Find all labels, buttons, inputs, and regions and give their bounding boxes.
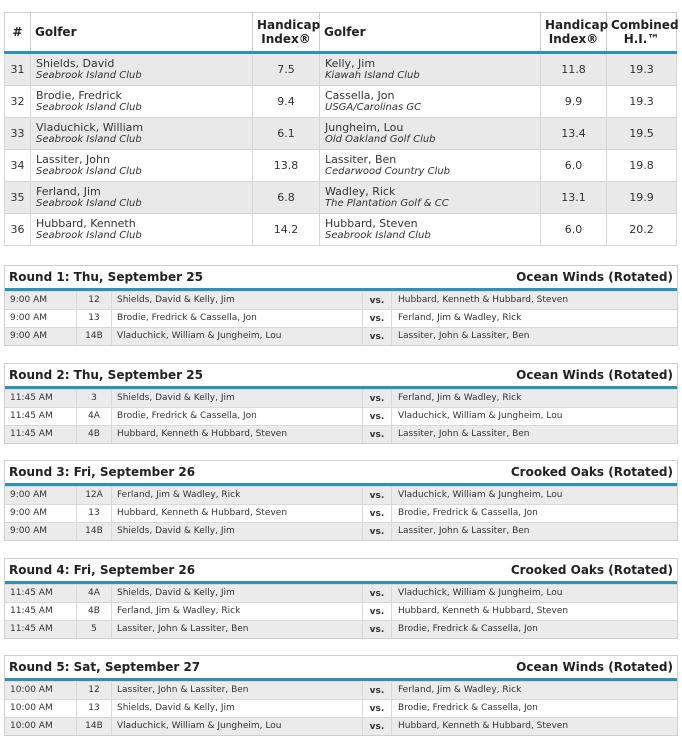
handicap-index: 6.0 — [541, 150, 607, 182]
team-2: Hubbard, Kenneth & Hubbard, Steven — [391, 718, 677, 735]
versus-label: vs. — [369, 411, 385, 422]
starting-hole: 13 — [77, 700, 112, 717]
match-row — [5, 309, 677, 327]
golfer-2-cell — [320, 182, 541, 214]
starting-hole: 4B — [77, 426, 112, 443]
team-1: Shields, David & Kelly, Jim — [112, 390, 363, 407]
team-number: 34 — [5, 150, 31, 182]
golfer-name: Hubbard, Steven — [325, 217, 418, 230]
team-2: Ferland, Jim & Wadley, Rick — [391, 310, 677, 327]
round-header — [5, 364, 677, 389]
versus-label: vs. — [369, 685, 385, 696]
golfer-1-cell — [31, 118, 253, 150]
team-row — [5, 86, 677, 118]
handicap-index: 6.0 — [541, 214, 607, 246]
tee-time: 10:00 AM — [5, 700, 77, 717]
team-1: Shields, David & Kelly, Jim — [112, 523, 363, 540]
versus-label: vs. — [369, 721, 385, 732]
team-2: Vladuchick, William & Jungheim, Lou — [391, 408, 677, 425]
team-2: Brodie, Fredrick & Cassella, Jon — [391, 621, 677, 638]
round-course: Crooked Oaks (Rotated) — [510, 465, 673, 479]
handicap-index: 13.4 — [541, 118, 607, 150]
golfer-name: Lassiter, Ben — [325, 153, 397, 166]
versus-label: vs. — [369, 606, 385, 617]
team-number: 31 — [5, 53, 31, 86]
handicap-index: 13.1 — [541, 182, 607, 214]
team-row — [5, 150, 677, 182]
starting-hole: 5 — [77, 621, 112, 638]
round-header — [5, 461, 677, 486]
round-section — [4, 363, 678, 444]
pairings-table — [4, 12, 677, 246]
combined-handicap: 20.2 — [607, 214, 677, 246]
tee-time: 9:00 AM — [5, 292, 77, 309]
header-handicap-1: Handicap Index® — [253, 13, 320, 53]
match-row — [5, 407, 677, 425]
team-row — [5, 53, 677, 86]
golfer-2-cell — [320, 118, 541, 150]
handicap-index: 6.1 — [253, 118, 320, 150]
team-2: Brodie, Fredrick & Cassella, Jon — [391, 505, 677, 522]
team-number: 36 — [5, 214, 31, 246]
combined-handicap: 19.9 — [607, 182, 677, 214]
versus-label: vs. — [369, 331, 385, 342]
golfer-name: Vladuchick, William — [36, 121, 144, 134]
golfer-name: Ferland, Jim — [36, 185, 101, 198]
tee-time: 11:45 AM — [5, 603, 77, 620]
team-row — [5, 182, 677, 214]
match-row — [5, 699, 677, 717]
starting-hole: 14B — [77, 523, 112, 540]
golfer-club: Seabrook Island Club — [36, 198, 142, 209]
tee-time: 11:45 AM — [5, 408, 77, 425]
team-1: Hubbard, Kenneth & Hubbard, Steven — [112, 426, 363, 443]
golfer-club: Seabrook Island Club — [36, 70, 142, 81]
handicap-index: 14.2 — [253, 214, 320, 246]
starting-hole: 13 — [77, 505, 112, 522]
starting-hole: 4B — [77, 603, 112, 620]
round-course: Ocean Winds (Rotated) — [516, 660, 673, 674]
versus-label: vs. — [369, 588, 385, 599]
tee-time: 10:00 AM — [5, 718, 77, 735]
golfer-name: Hubbard, Kenneth — [36, 217, 136, 230]
tee-time: 9:00 AM — [5, 523, 77, 540]
tee-time: 11:45 AM — [5, 621, 77, 638]
match-row — [5, 486, 677, 504]
versus-label: vs. — [369, 429, 385, 440]
tee-time: 9:00 AM — [5, 328, 77, 345]
starting-hole: 4A — [77, 585, 112, 602]
team-2: Lassiter, John & Lassiter, Ben — [391, 523, 677, 540]
team-1: Shields, David & Kelly, Jim — [112, 585, 363, 602]
versus-label: vs. — [369, 490, 385, 501]
golfer-1-cell — [31, 150, 253, 182]
match-row — [5, 717, 677, 735]
starting-hole: 3 — [77, 390, 112, 407]
team-1: Lassiter, John & Lassiter, Ben — [112, 621, 363, 638]
golfer-2-cell — [320, 53, 541, 86]
header-number: # — [5, 13, 31, 53]
team-2: Vladuchick, William & Jungheim, Lou — [391, 487, 677, 504]
golfer-club: Cedarwood Country Club — [325, 166, 451, 177]
golfer-1-cell — [31, 86, 253, 118]
starting-hole: 12 — [77, 682, 112, 699]
handicap-index: 9.4 — [253, 86, 320, 118]
versus-label: vs. — [369, 393, 385, 404]
team-1: Brodie, Fredrick & Cassella, Jon — [112, 310, 363, 327]
team-1: Shields, David & Kelly, Jim — [112, 700, 363, 717]
golfer-club: Seabrook Island Club — [36, 166, 142, 177]
match-row — [5, 389, 677, 407]
round-section — [4, 558, 678, 639]
versus-label: vs. — [369, 624, 385, 635]
team-1: Ferland, Jim & Wadley, Rick — [112, 603, 363, 620]
match-row — [5, 504, 677, 522]
tee-time: 9:00 AM — [5, 505, 77, 522]
handicap-index: 7.5 — [253, 53, 320, 86]
golfer-club: Seabrook Island Club — [325, 230, 431, 241]
combined-handicap: 19.3 — [607, 86, 677, 118]
round-header — [5, 266, 677, 291]
tee-time: 9:00 AM — [5, 487, 77, 504]
golfer-1-cell — [31, 182, 253, 214]
team-2: Brodie, Fredrick & Cassella, Jon — [391, 700, 677, 717]
combined-handicap: 19.8 — [607, 150, 677, 182]
versus-label: vs. — [369, 526, 385, 537]
golfer-club: Seabrook Island Club — [36, 230, 142, 241]
round-course: Crooked Oaks (Rotated) — [510, 563, 673, 577]
starting-hole: 4A — [77, 408, 112, 425]
combined-handicap: 19.5 — [607, 118, 677, 150]
round-title: Round 2: Thu, September 25 — [9, 368, 203, 382]
team-2: Ferland, Jim & Wadley, Rick — [391, 390, 677, 407]
round-header — [5, 559, 677, 584]
team-2: Ferland, Jim & Wadley, Rick — [391, 682, 677, 699]
round-title: Round 1: Thu, September 25 — [9, 270, 203, 284]
team-1: Shields, David & Kelly, Jim — [112, 292, 363, 309]
round-course: Ocean Winds (Rotated) — [516, 270, 673, 284]
match-row — [5, 620, 677, 638]
match-row — [5, 681, 677, 699]
golfer-2-cell — [320, 150, 541, 182]
round-course: Ocean Winds (Rotated) — [516, 368, 673, 382]
handicap-index: 9.9 — [541, 86, 607, 118]
tee-time: 11:45 AM — [5, 585, 77, 602]
header-golfer-1: Golfer — [31, 13, 253, 53]
team-2: Lassiter, John & Lassiter, Ben — [391, 328, 677, 345]
round-title: Round 4: Fri, September 26 — [9, 563, 196, 577]
versus-label: vs. — [369, 313, 385, 324]
starting-hole: 12 — [77, 292, 112, 309]
golfer-club: The Plantation Golf & CC — [325, 198, 449, 209]
match-row — [5, 425, 677, 443]
golfer-2-cell — [320, 86, 541, 118]
tee-time: 10:00 AM — [5, 682, 77, 699]
golfer-club: Kiawah Island Club — [325, 70, 420, 81]
starting-hole: 13 — [77, 310, 112, 327]
golfer-1-cell — [31, 53, 253, 86]
pairings-header-row — [5, 13, 677, 53]
golfer-club: Seabrook Island Club — [36, 102, 142, 113]
handicap-index: 6.8 — [253, 182, 320, 214]
versus-label: vs. — [369, 295, 385, 306]
starting-hole: 14B — [77, 718, 112, 735]
round-title: Round 5: Sat, September 27 — [9, 660, 201, 674]
team-1: Brodie, Fredrick & Cassella, Jon — [112, 408, 363, 425]
round-section — [4, 655, 678, 736]
golfer-club: Old Oakland Golf Club — [325, 134, 436, 145]
combined-handicap: 19.3 — [607, 53, 677, 86]
team-number: 35 — [5, 182, 31, 214]
team-2: Hubbard, Kenneth & Hubbard, Steven — [391, 603, 677, 620]
team-number: 33 — [5, 118, 31, 150]
golfer-name: Shields, David — [36, 57, 115, 70]
team-1: Vladuchick, William & Jungheim, Lou — [112, 718, 363, 735]
tee-time: 9:00 AM — [5, 310, 77, 327]
round-header — [5, 656, 677, 681]
team-1: Ferland, Jim & Wadley, Rick — [112, 487, 363, 504]
golfer-name: Wadley, Rick — [325, 185, 396, 198]
match-row — [5, 602, 677, 620]
golfer-2-cell — [320, 214, 541, 246]
golfer-club: Seabrook Island Club — [36, 134, 142, 145]
golfer-name: Lassiter, John — [36, 153, 110, 166]
handicap-index: 13.8 — [253, 150, 320, 182]
match-row — [5, 291, 677, 309]
team-1: Hubbard, Kenneth & Hubbard, Steven — [112, 505, 363, 522]
golfer-name: Cassella, Jon — [325, 89, 395, 102]
team-number: 32 — [5, 86, 31, 118]
starting-hole: 12A — [77, 487, 112, 504]
tee-time: 11:45 AM — [5, 390, 77, 407]
team-1: Lassiter, John & Lassiter, Ben — [112, 682, 363, 699]
round-section — [4, 265, 678, 346]
golfer-club: USGA/Carolinas GC — [325, 102, 422, 113]
starting-hole: 14B — [77, 328, 112, 345]
match-row — [5, 584, 677, 602]
team-1: Vladuchick, William & Jungheim, Lou — [112, 328, 363, 345]
handicap-index: 11.8 — [541, 53, 607, 86]
golfer-name: Brodie, Fredrick — [36, 89, 122, 102]
team-2: Hubbard, Kenneth & Hubbard, Steven — [391, 292, 677, 309]
team-2: Vladuchick, William & Jungheim, Lou — [391, 585, 677, 602]
versus-label: vs. — [369, 508, 385, 519]
golfer-name: Kelly, Jim — [325, 57, 376, 70]
versus-label: vs. — [369, 703, 385, 714]
team-row — [5, 214, 677, 246]
team-2: Lassiter, John & Lassiter, Ben — [391, 426, 677, 443]
match-row — [5, 327, 677, 345]
tee-time: 11:45 AM — [5, 426, 77, 443]
header-handicap-2: Handicap Index® — [541, 13, 607, 53]
round-title: Round 3: Fri, September 26 — [9, 465, 196, 479]
header-golfer-2: Golfer — [320, 13, 541, 53]
team-row — [5, 118, 677, 150]
match-row — [5, 522, 677, 540]
round-section — [4, 460, 678, 541]
golfer-1-cell — [31, 214, 253, 246]
header-combined: Combined H.I.™ — [607, 13, 677, 53]
golfer-name: Jungheim, Lou — [325, 121, 404, 134]
